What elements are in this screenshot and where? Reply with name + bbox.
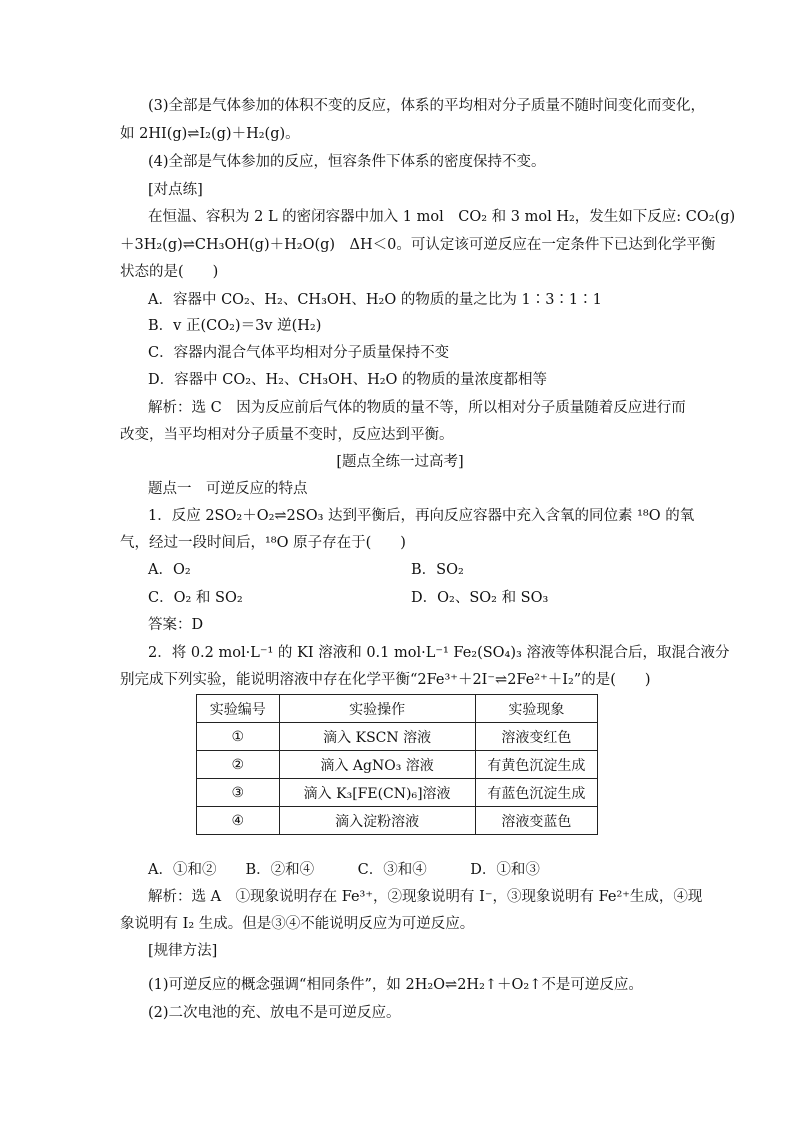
- question-stem: 状态的是( ): [120, 264, 219, 280]
- table-cell: 溶液变蓝色: [475, 807, 597, 835]
- question-stem: 2．将 0.2 mol·L⁻¹ 的 KI 溶液和 0.1 mol·L⁻¹ Fe₂(SO₄)₃ 溶液等体积混合后，取混合液分: [148, 645, 730, 661]
- question-stem: ＋3H₂(g)⇌CH₃OH(g)＋H₂O(g) ΔH＜0。可认定该可逆反应在一定条件下已达到化学平衡: [120, 237, 716, 253]
- table-cell: 滴入 KSCN 溶液: [279, 723, 475, 751]
- table-cell: 滴入淀粉溶液: [279, 807, 475, 835]
- table-cell: 溶液变红色: [475, 723, 597, 751]
- table-row: [197, 779, 598, 807]
- table-cell: ①: [197, 723, 280, 751]
- analysis-text: 解析：选 A ①现象说明存在 Fe³⁺，②现象说明有 I⁻，③现象说明有 Fe²⁺生成，④现: [148, 889, 703, 905]
- table-cell: 滴入 AgNO₃ 溶液: [279, 751, 475, 779]
- table-header: 实验编号: [197, 695, 280, 723]
- section-heading: [规律方法]: [148, 943, 218, 959]
- text-line: 如 2HI(g)⇌I₂(g)＋H₂(g)。: [120, 126, 300, 142]
- analysis-text: 解析：选 C 因为反应前后气体的物质的量不等，所以相对分子质量随着反应进行而: [148, 400, 686, 416]
- table-row: [197, 723, 598, 751]
- option-a: A．容器中 CO₂、H₂、CH₃OH、H₂O 的物质的量之比为 1∶3∶1∶1: [148, 292, 602, 308]
- question-stem: 在恒温、容积为 2 L 的密闭容器中加入 1 mol CO₂ 和 3 mol H₂，发生如下反应: CO₂(g): [148, 209, 736, 225]
- options-line: A．①和② B．②和④ C．③和④ D．①和③: [148, 862, 540, 878]
- question-stem: 别完成下列实验，能说明溶液中存在化学平衡“2Fe³⁺＋2I⁻⇌2Fe²⁺＋I₂”的是( ): [120, 672, 651, 688]
- table-header: 实验现象: [475, 695, 597, 723]
- experiment-table: [196, 694, 598, 835]
- option-c: C．O₂ 和 SO₂: [148, 590, 243, 606]
- option-a: A．O₂: [148, 562, 191, 578]
- table-header-row: [197, 695, 598, 723]
- option-d: D．容器中 CO₂、H₂、CH₃OH、H₂O 的物质的量浓度都相等: [148, 372, 548, 388]
- question-stem: 1．反应 2SO₂＋O₂⇌2SO₃ 达到平衡后，再向反应容器中充入含氧的同位素 ¹⁸O 的氧: [148, 508, 695, 524]
- table-cell: 有蓝色沉淀生成: [475, 779, 597, 807]
- table-cell: ③: [197, 779, 280, 807]
- table-cell: 有黄色沉淀生成: [475, 751, 597, 779]
- rule-text: (2)二次电池的充、放电不是可逆反应。: [148, 1005, 401, 1021]
- table-row: [197, 807, 598, 835]
- topic-heading: 题点一 可逆反应的特点: [148, 481, 308, 497]
- section-heading: [对点练]: [148, 182, 203, 198]
- section-heading: [题点全练一过高考]: [336, 454, 464, 470]
- analysis-text: 改变，当平均相对分子质量不变时，反应达到平衡。: [120, 427, 454, 443]
- table-cell: 滴入 K₃[FE(CN)₆]溶液: [279, 779, 475, 807]
- option-c: C．容器内混合气体平均相对分子质量保持不变: [148, 345, 450, 361]
- table-header: 实验操作: [279, 695, 475, 723]
- answer-text: 答案：D: [148, 617, 204, 633]
- question-stem: 气，经过一段时间后，¹⁸O 原子存在于( ): [120, 535, 406, 551]
- text-line: (3)全部是气体参加的体积不变的反应，体系的平均相对分子质量不随时间变化而变化，: [148, 98, 706, 114]
- option-b: B．SO₂: [411, 562, 464, 578]
- analysis-text: 象说明有 I₂ 生成。但是③④不能说明反应为可逆反应。: [120, 916, 475, 932]
- rule-text: (1)可逆反应的概念强调“相同条件”，如 2H₂O⇌2H₂↑＋O₂↑不是可逆反应。: [148, 977, 643, 993]
- option-b: B．v 正(CO₂)＝3v 逆(H₂): [148, 318, 322, 334]
- text-line: (4)全部是气体参加的反应，恒容条件下体系的密度保持不变。: [148, 154, 546, 170]
- table-row: [197, 751, 598, 779]
- table-cell: ②: [197, 751, 280, 779]
- option-d: D．O₂、SO₂ 和 SO₃: [411, 590, 549, 606]
- table-cell: ④: [197, 807, 280, 835]
